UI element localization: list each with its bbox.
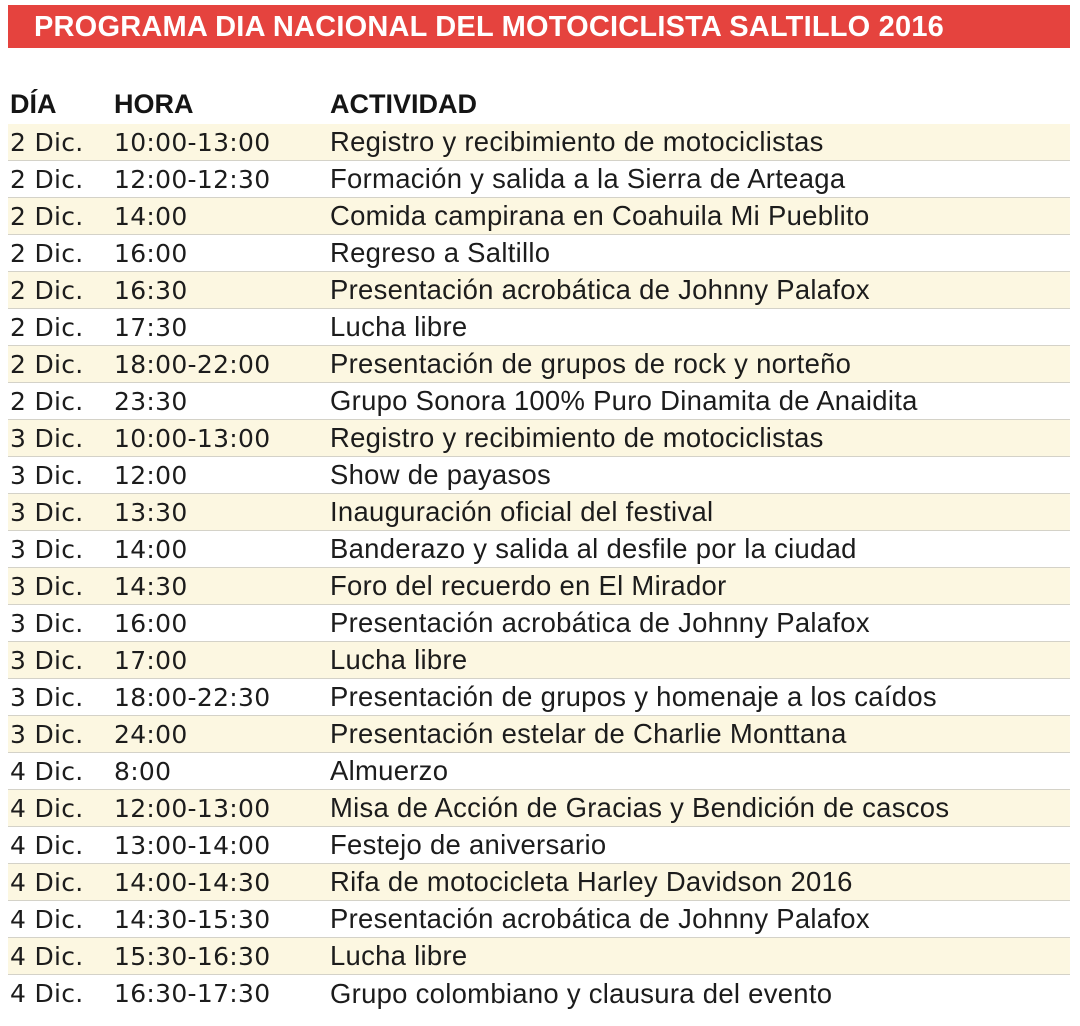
cell-actividad: Regreso a Saltillo	[330, 237, 551, 268]
cell-actividad: Presentación acrobática de Johnny Palafox	[330, 903, 870, 934]
cell-hora: 14:00	[114, 201, 188, 231]
cell-actividad: Presentación estelar de Charlie Monttana	[330, 718, 847, 749]
table-row	[8, 864, 1070, 901]
cell-dia: 3 Dic.	[10, 645, 84, 675]
cell-hora: 14:00	[114, 534, 188, 564]
cell-actividad: Misa de Acción de Gracias y Bendición de cascos	[330, 792, 950, 823]
column-header-dia: DÍA	[10, 88, 57, 119]
schedule-table	[8, 84, 1070, 1012]
cell-actividad: Registro y recibimiento de motociclistas	[330, 422, 824, 453]
cell-hora: 12:00	[114, 460, 188, 490]
cell-actividad: Lucha libre	[330, 644, 468, 675]
table-row	[8, 161, 1070, 198]
table-row	[8, 309, 1070, 346]
cell-dia: 4 Dic.	[10, 793, 84, 823]
cell-hora: 18:00-22:30	[114, 682, 271, 712]
cell-hora: 18:00-22:00	[114, 349, 271, 379]
table-row	[8, 494, 1070, 531]
cell-dia: 3 Dic.	[10, 682, 84, 712]
table-row	[8, 975, 1070, 1012]
cell-dia: 2 Dic.	[10, 201, 84, 231]
cell-dia: 2 Dic.	[10, 238, 84, 268]
cell-actividad: Rifa de motocicleta Harley Davidson 2016	[330, 866, 853, 897]
cell-dia: 2 Dic.	[10, 164, 84, 194]
cell-actividad: Almuerzo	[330, 755, 449, 786]
cell-dia: 3 Dic.	[10, 571, 84, 601]
cell-actividad: Presentación acrobática de Johnny Palafox	[330, 607, 870, 638]
cell-hora: 16:00	[114, 608, 188, 638]
cell-actividad: Registro y recibimiento de motociclistas	[330, 126, 824, 157]
cell-actividad: Banderazo y salida al desfile por la ciudad	[330, 533, 857, 564]
cell-actividad: Show de payasos	[330, 459, 552, 490]
cell-actividad: Foro del recuerdo en El Mirador	[330, 570, 727, 601]
cell-dia: 3 Dic.	[10, 534, 84, 564]
cell-dia: 3 Dic.	[10, 608, 84, 638]
cell-dia: 4 Dic.	[10, 941, 84, 971]
cell-hora: 13:30	[114, 497, 188, 527]
cell-actividad: Presentación acrobática de Johnny Palafox	[330, 274, 870, 305]
cell-hora: 10:00-13:00	[114, 127, 271, 157]
table-row	[8, 235, 1070, 272]
table-row	[8, 679, 1070, 716]
table-row	[8, 605, 1070, 642]
table-row	[8, 531, 1070, 568]
table-row	[8, 790, 1070, 827]
table-row	[8, 938, 1070, 975]
cell-hora: 17:00	[114, 645, 188, 675]
cell-actividad: Lucha libre	[330, 311, 468, 342]
cell-dia: 4 Dic.	[10, 756, 84, 786]
cell-hora: 12:00-13:00	[114, 793, 271, 823]
cell-dia: 3 Dic.	[10, 497, 84, 527]
table-row	[8, 457, 1070, 494]
table-header	[8, 84, 1070, 124]
cell-dia: 3 Dic.	[10, 719, 84, 749]
cell-actividad: Presentación de grupos de rock y norteño	[330, 348, 852, 379]
cell-actividad: Grupo colombiano y clausura del evento	[330, 977, 833, 1009]
cell-actividad: Grupo Sonora 100% Puro Dinamita de Anaidita	[330, 385, 918, 416]
cell-hora: 23:30	[114, 386, 188, 416]
cell-dia: 3 Dic.	[10, 423, 84, 453]
cell-dia: 4 Dic.	[10, 867, 84, 897]
table-row	[8, 272, 1070, 309]
cell-hora: 10:00-13:00	[114, 423, 271, 453]
cell-dia: 2 Dic.	[10, 312, 84, 342]
cell-hora: 13:00-14:00	[114, 830, 271, 860]
table-row	[8, 753, 1070, 790]
cell-hora: 14:00-14:30	[114, 867, 271, 897]
cell-hora: 14:30-15:30	[114, 904, 271, 934]
cell-dia: 2 Dic.	[10, 127, 84, 157]
cell-hora: 17:30	[114, 312, 188, 342]
cell-hora: 16:00	[114, 238, 188, 268]
cell-dia: 3 Dic.	[10, 460, 84, 490]
cell-dia: 4 Dic.	[10, 830, 84, 860]
table-row	[8, 901, 1070, 938]
page-title: PROGRAMA DIA NACIONAL DEL MOTOCICLISTA SALTILLO 2016	[8, 5, 1070, 48]
cell-dia: 2 Dic.	[10, 386, 84, 416]
column-header-actividad: ACTIVIDAD	[330, 88, 477, 119]
cell-hora: 14:30	[114, 571, 188, 601]
table-row	[8, 716, 1070, 753]
cell-actividad: Inauguración oficial del festival	[330, 496, 714, 527]
table-row	[8, 124, 1070, 161]
table-row	[8, 642, 1070, 679]
cell-hora: 8:00	[114, 756, 172, 786]
cell-actividad: Formación y salida a la Sierra de Arteaga	[330, 163, 846, 194]
cell-hora: 24:00	[114, 719, 188, 749]
cell-dia: 2 Dic.	[10, 275, 84, 305]
column-header-hora: HORA	[114, 88, 194, 119]
table-body	[8, 124, 1070, 1012]
cell-actividad: Festejo de aniversario	[330, 829, 607, 860]
table-row	[8, 420, 1070, 457]
cell-hora: 16:30	[114, 275, 188, 305]
table-row	[8, 568, 1070, 605]
cell-dia: 4 Dic.	[10, 979, 84, 1008]
cell-hora: 15:30-16:30	[114, 941, 271, 971]
table-row	[8, 827, 1070, 864]
table-row	[8, 346, 1070, 383]
table-row	[8, 383, 1070, 420]
cell-actividad: Comida campirana en Coahuila Mi Pueblito	[330, 200, 870, 231]
cell-dia: 4 Dic.	[10, 904, 84, 934]
cell-actividad: Presentación de grupos y homenaje a los caídos	[330, 681, 937, 712]
cell-dia: 2 Dic.	[10, 349, 84, 379]
cell-hora: 12:00-12:30	[114, 164, 271, 194]
cell-hora: 16:30-17:30	[114, 979, 271, 1008]
cell-actividad: Lucha libre	[330, 940, 468, 971]
table-row	[8, 198, 1070, 235]
